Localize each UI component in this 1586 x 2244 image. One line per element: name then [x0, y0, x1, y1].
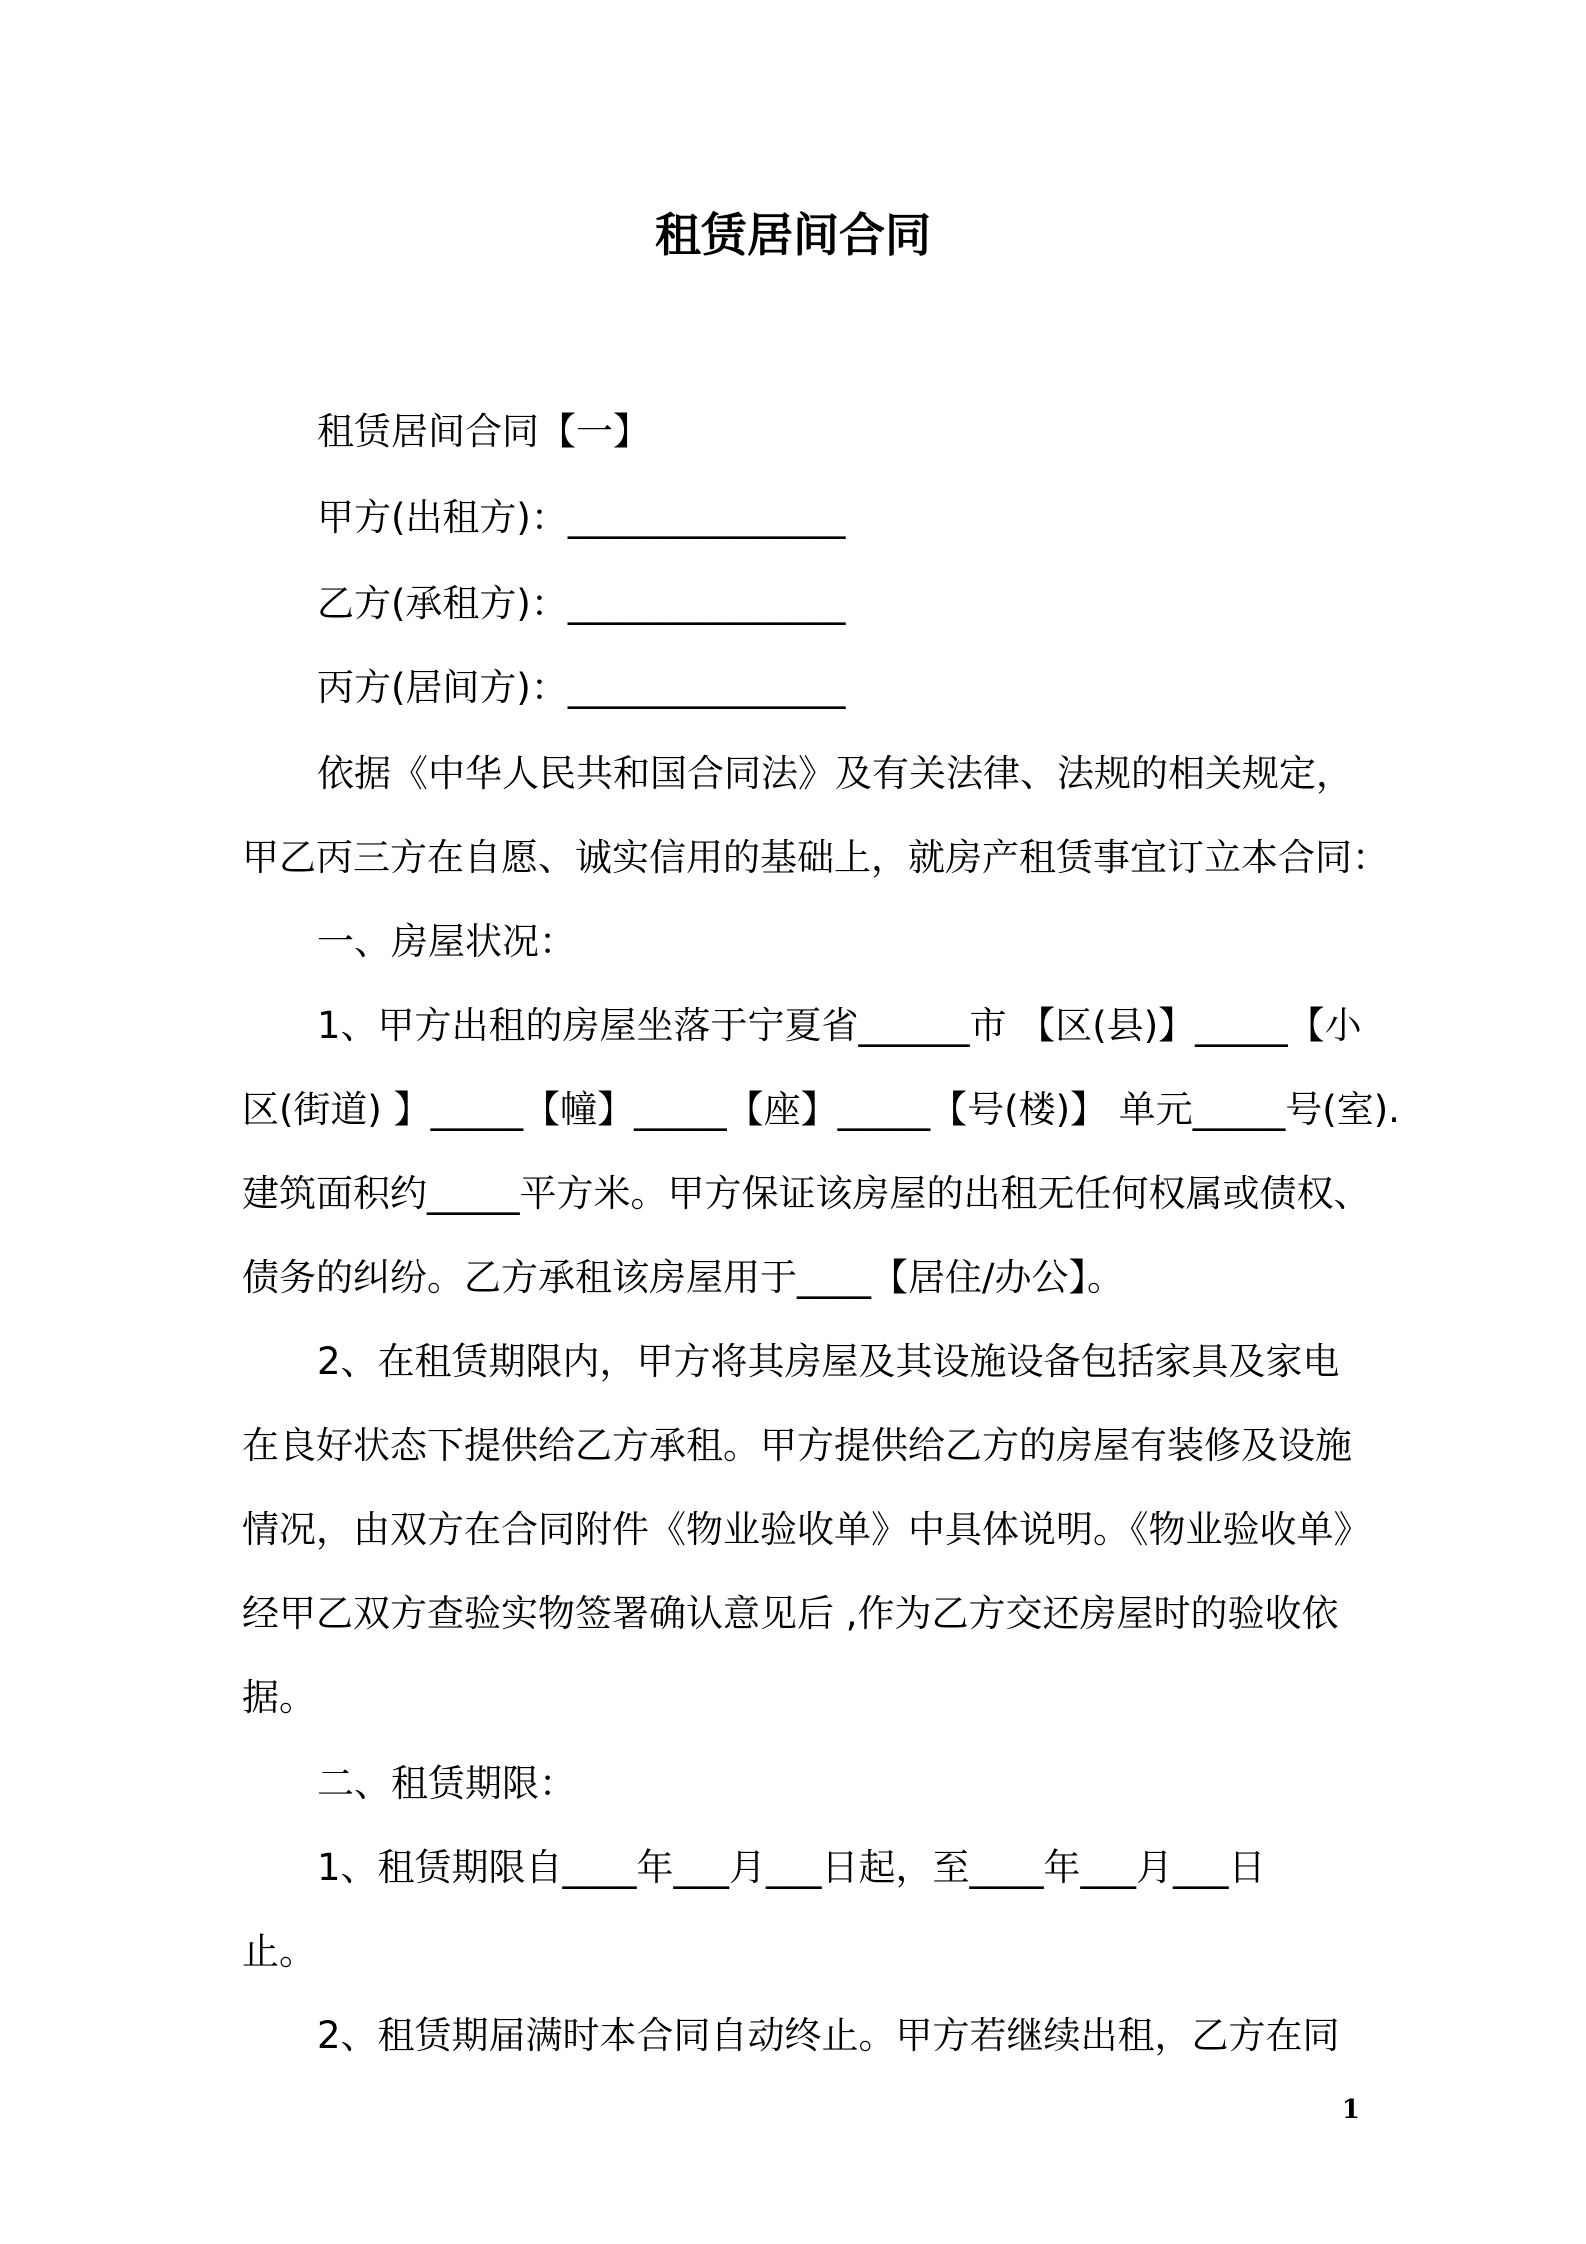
clause-2-1-line-1: 1、租赁期限自____年___月___日起，至____年___月___日 — [317, 1846, 1266, 1889]
clause-1-1-line-2: 区(街道) 】_____【幢】_____【座】_____【号(楼)】 单元_____号(室). — [242, 1088, 1400, 1131]
document-title: 租赁居间合同 — [655, 208, 931, 262]
section-1-heading: 一、房屋状况： — [317, 920, 576, 963]
clause-1-2-line-5: 据。 — [242, 1676, 316, 1719]
contract-subtitle: 租赁居间合同【一】 — [317, 410, 650, 453]
page-number: 1 — [1341, 2095, 1360, 2125]
clause-2-2-line-1: 2、租赁期届满时本合同自动终止。甲方若继续出租，乙方在同 — [317, 2014, 1340, 2057]
clause-1-2-line-3: 情况，由双方在合同附件《物业验收单》中具体说明。《物业验收单》 — [242, 1508, 1371, 1551]
clause-1-2-line-4: 经甲乙双方查验实物签署确认意见后 ,作为乙方交还房屋时的验收依 — [242, 1592, 1339, 1635]
clause-1-2-line-1: 2、在租赁期限内，甲方将其房屋及其设施设备包括家具及家电 — [317, 1340, 1340, 1383]
clause-1-1-line-3: 建筑面积约_____平方米。甲方保证该房屋的出租无任何权属或债权、 — [242, 1172, 1371, 1215]
preamble-line-2: 甲乙丙三方在自愿、诚实信用的基础上，就房产租赁事宜订立本合同： — [242, 836, 1389, 879]
party-c-line: 丙方(居间方)：_______________ — [317, 666, 846, 709]
party-a-line: 甲方(出租方)：_______________ — [317, 496, 846, 539]
clause-1-1-line-1: 1、甲方出租的房屋坐落于宁夏省______市 【区(县)】_____【小 — [317, 1004, 1362, 1047]
clause-1-2-line-2: 在良好状态下提供给乙方承租。甲方提供给乙方的房屋有装修及设施 — [242, 1424, 1352, 1467]
preamble-line-1: 依据《中华人民共和国合同法》及有关法律、法规的相关规定， — [317, 752, 1353, 795]
clause-2-1-line-2: 止。 — [242, 1930, 316, 1973]
clause-1-1-line-4: 债务的纠纷。乙方承租该房屋用于____【居住/办公】。 — [242, 1256, 1124, 1299]
section-2-heading: 二、租赁期限： — [317, 1762, 576, 1805]
party-b-line: 乙方(承租方)：_______________ — [317, 582, 846, 625]
